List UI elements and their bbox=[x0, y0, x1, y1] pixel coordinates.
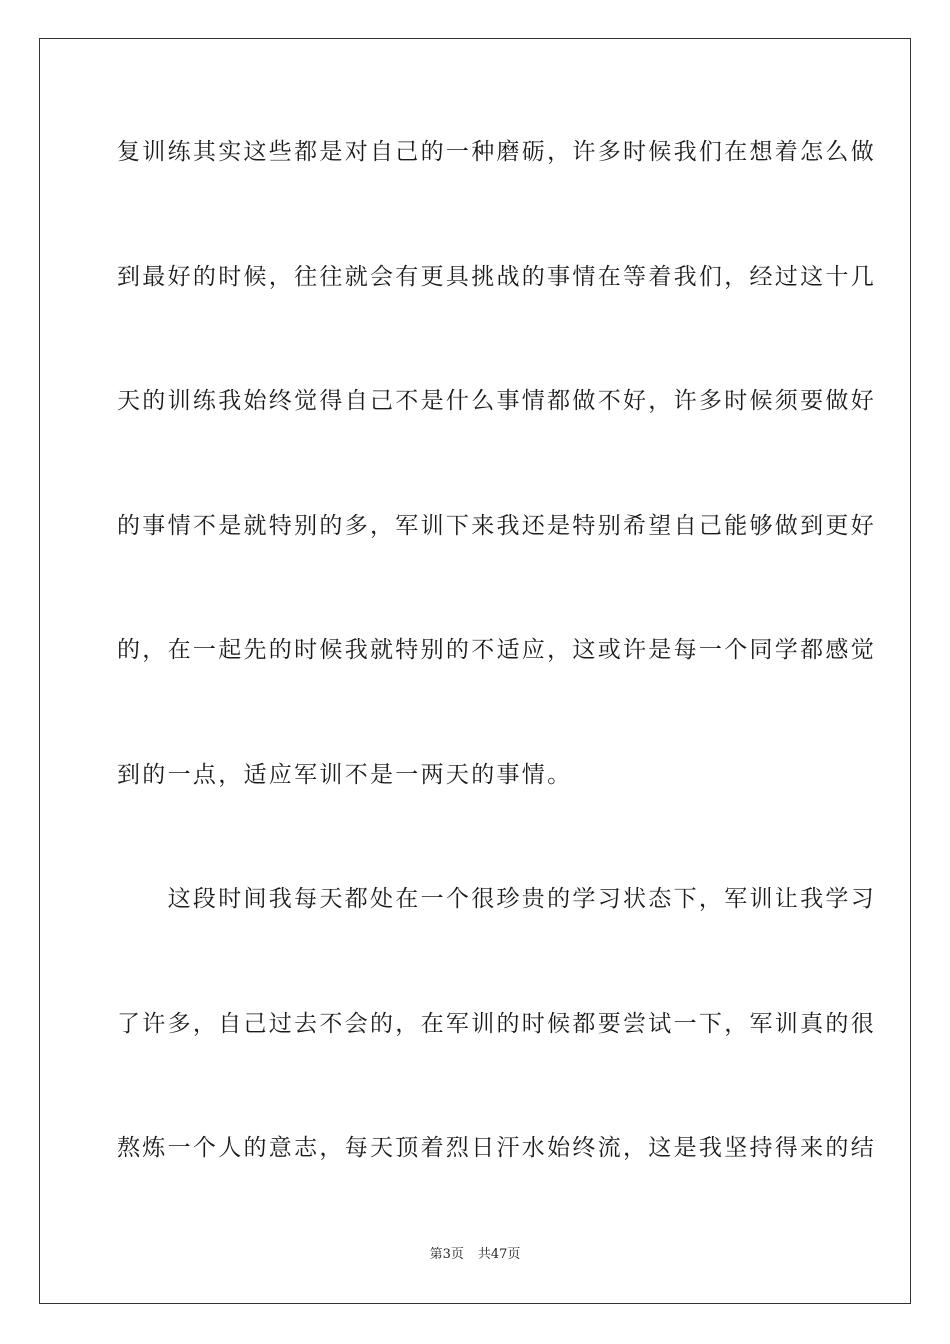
text-line: 了许多，自己过去不会的，在军训的时候都要尝试一下，军训真的很 bbox=[117, 1011, 876, 1037]
text-line: 的事情不是就特别的多，军训下来我还是特别希望自己能够做到更好 bbox=[117, 513, 876, 539]
text-line: 到最好的时候，往往就会有更具挑战的事情在等着我们，经过这十几 bbox=[117, 264, 876, 290]
page-footer bbox=[0, 1246, 950, 1264]
text-line: 这段时间我每天都处在一个很珍贵的学习状态下，军训让我学习 bbox=[117, 886, 876, 912]
text-line: 的，在一起先的时候我就特别的不适应，这或许是每一个同学都感觉 bbox=[117, 637, 876, 663]
text-line: 复训练其实这些都是对自己的一种磨砺，许多时候我们在想着怎么做 bbox=[117, 139, 876, 165]
page-number: 第3页 bbox=[429, 1247, 464, 1262]
text-line: 熬炼一个人的意志，每天顶着烈日汗水始终流，这是我坚持得来的结 bbox=[117, 1135, 876, 1161]
text-line: 天的训练我始终觉得自己不是什么事情都做不好，许多时候须要做好 bbox=[117, 388, 876, 414]
page-border bbox=[39, 38, 911, 1304]
text-line: 到的一点，适应军训不是一两天的事情。 bbox=[117, 762, 573, 788]
page-total: 共47页 bbox=[477, 1247, 521, 1262]
